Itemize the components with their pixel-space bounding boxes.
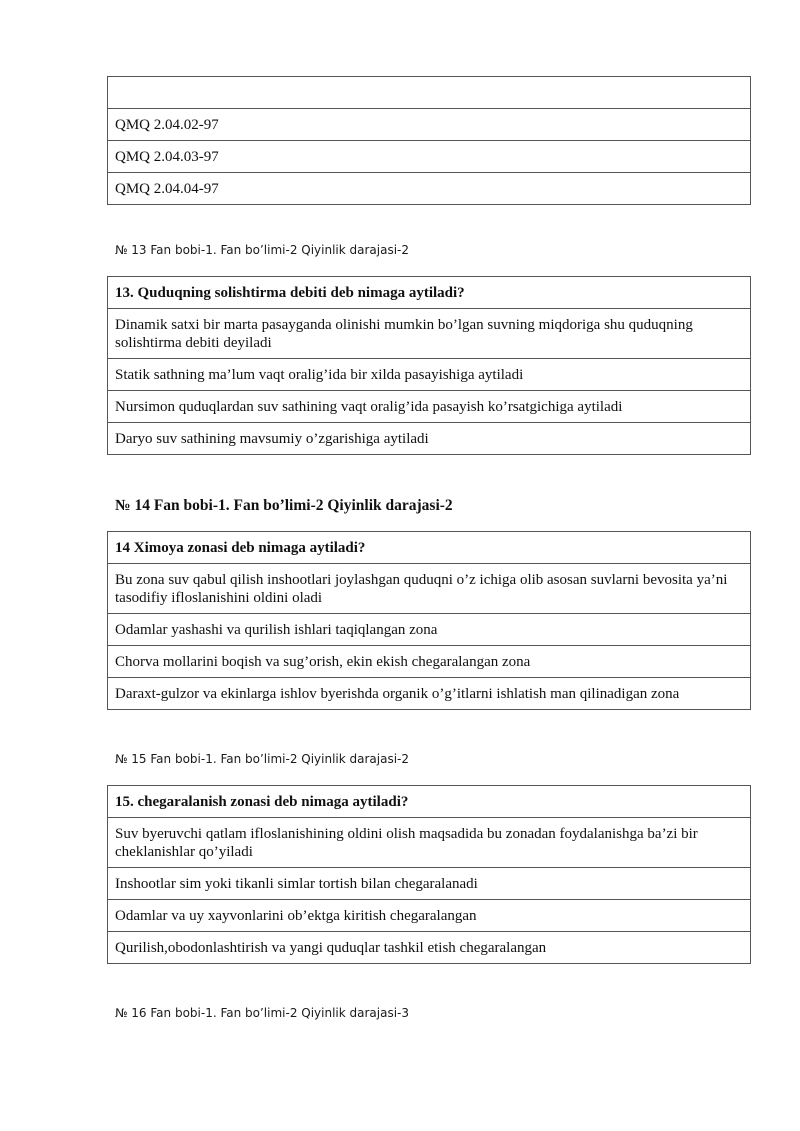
answer-option: Daryo suv sathining mavsumiy o’zgarishiga aytiladi: [108, 423, 751, 455]
table-row: [108, 532, 751, 564]
question-heading-14: № 14 Fan bobi-1. Fan bo’limi-2 Qiyinlik darajasi-2: [115, 497, 453, 514]
table-row: [108, 423, 751, 455]
answer-option: Nursimon quduqlardan suv sathining vaqt oralig’ida pasayish ko’rsatgichiga aytiladi: [108, 391, 751, 423]
table-cell: QMQ 2.04.03-97: [108, 141, 751, 173]
table-row: [108, 818, 751, 868]
table-row: [108, 173, 751, 205]
answer-option: Suv byeruvchi qatlam ifloslanishining oldini olish maqsadida bu zonadan foydalanishga ba’zi bir cheklanishlar qo’yiladi: [108, 818, 751, 868]
answer-option: Odamlar yashashi va qurilish ishlari taqiqlangan zona: [108, 614, 751, 646]
standards-table: [107, 76, 751, 205]
table-row: [108, 109, 751, 141]
question-text: 15. chegaralanish zonasi deb nimaga aytiladi?: [108, 786, 751, 818]
table-row: [108, 141, 751, 173]
answer-option: Inshootlar sim yoki tikanli simlar tortish bilan chegaralanadi: [108, 868, 751, 900]
table-row: [108, 614, 751, 646]
table-cell: [108, 77, 751, 109]
table-row: [108, 309, 751, 359]
question-text: 14 Ximoya zonasi deb nimaga aytiladi?: [108, 532, 751, 564]
answer-option: Dinamik satxi bir marta pasayganda olinishi mumkin bo’lgan suvning miqdoriga shu quduqning solishtirma debiti deyiladi: [108, 309, 751, 359]
table-row: [108, 678, 751, 710]
table-row: [108, 277, 751, 309]
table-row: [108, 646, 751, 678]
question-text: 13. Quduqning solishtirma debiti deb nimaga aytiladi?: [108, 277, 751, 309]
table-cell: QMQ 2.04.02-97: [108, 109, 751, 141]
table-cell: QMQ 2.04.04-97: [108, 173, 751, 205]
question-table-15: [107, 785, 751, 964]
question-heading-15: № 15 Fan bobi-1. Fan bo’limi-2 Qiyinlik darajasi-2: [115, 752, 410, 766]
question-heading-16: № 16 Fan bobi-1. Fan bo’limi-2 Qiyinlik darajasi-3: [115, 1006, 410, 1020]
table-row: [108, 564, 751, 614]
question-table-13: [107, 276, 751, 455]
answer-option: Chorva mollarini boqish va sug’orish, ekin ekish chegaralangan zona: [108, 646, 751, 678]
answer-option: Qurilish,obodonlashtirish va yangi quduqlar tashkil etish chegaralangan: [108, 932, 751, 964]
answer-option: Daraxt-gulzor va ekinlarga ishlov byerishda organik o’g’itlarni ishlatish man qilinadigan zona: [108, 678, 751, 710]
table-row: [108, 786, 751, 818]
table-row: [108, 900, 751, 932]
table-row: [108, 77, 751, 109]
question-table-14: [107, 531, 751, 710]
answer-option: Odamlar va uy xayvonlarini ob’ektga kiritish chegaralangan: [108, 900, 751, 932]
table-row: [108, 359, 751, 391]
answer-option: Statik sathning ma’lum vaqt oralig’ida bir xilda pasayishiga aytiladi: [108, 359, 751, 391]
question-heading-13: № 13 Fan bobi-1. Fan bo’limi-2 Qiyinlik darajasi-2: [115, 243, 410, 257]
answer-option: Bu zona suv qabul qilish inshootlari joylashgan quduqni o’z ichiga olib asosan suvlarni bevosita ya’ni tasodifiy ifloslanishini oldini oladi: [108, 564, 751, 614]
table-row: [108, 391, 751, 423]
table-row: [108, 868, 751, 900]
table-row: [108, 932, 751, 964]
